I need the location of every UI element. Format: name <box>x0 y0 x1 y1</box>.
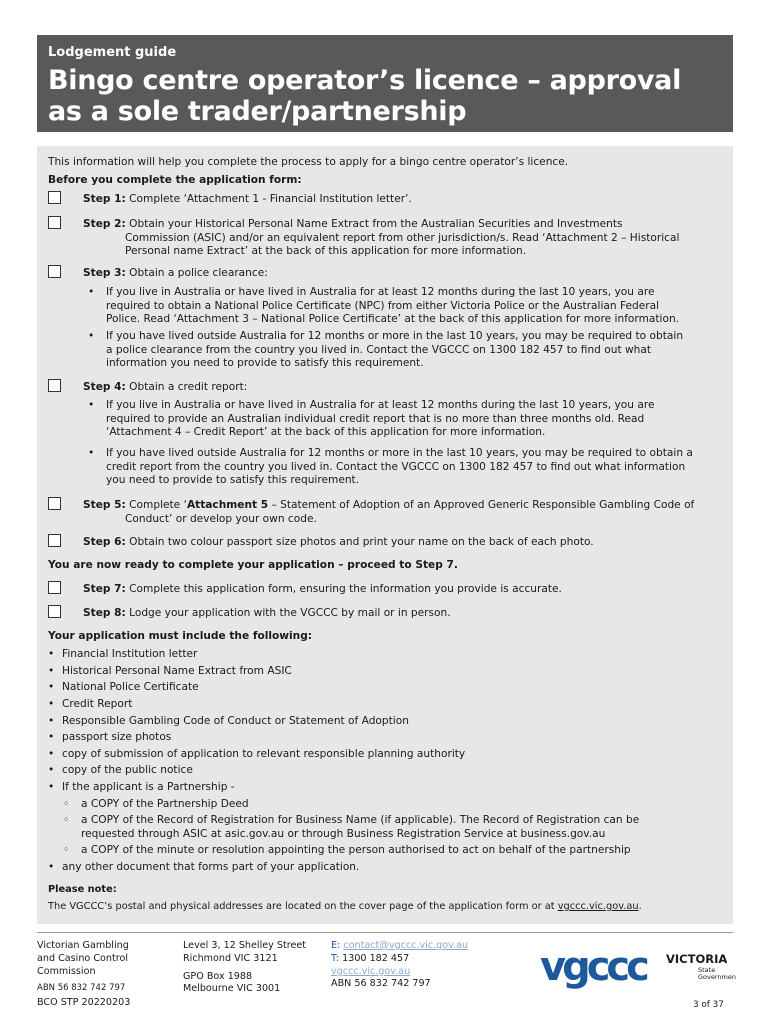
circle-bullet-icon: ◦ <box>63 798 70 810</box>
bullet-icon: • <box>48 715 55 727</box>
step-label: Step 5: <box>83 499 126 511</box>
list-item: • Credit Report <box>48 698 133 710</box>
website-link[interactable]: vgccc.vic.gov.au <box>331 965 411 977</box>
ready-heading: You are now ready to complete your application – proceed to Step 7. <box>48 559 458 571</box>
victoria-logo-icon <box>666 946 736 984</box>
note-heading: Please note: <box>48 884 117 895</box>
step-label: Step 2: <box>83 218 126 230</box>
step-4-checkbox[interactable] <box>48 379 61 392</box>
list-item: • If you live in Australia or have lived in Australia for at least 12 months during the last 10 years, you are required to provide an Australian individual credit report that is no more than three months old. Read ‘Attachment 4 – Credit Report’ at the back of this application for more information. <box>88 399 655 438</box>
step-text: Complete this application form, ensuring the information you provide is accurate. <box>129 583 562 595</box>
svg-text:Government: Government <box>698 973 736 981</box>
list-item: • any other document that forms part of your application. <box>48 861 360 873</box>
step-5: Step 5: Complete ‘Attachment 5 – Statement of Adoption of an Approved Generic Responsible Gambling Code of Conduct’ or develop your own code. <box>83 499 695 525</box>
footer-org: Victorian Gambling and Casino Control Commission ABN 56 832 742 797 <box>37 940 129 994</box>
step-label: Step 7: <box>83 583 126 595</box>
step-4 <box>83 381 247 395</box>
svg-text:State: State <box>698 966 716 974</box>
bullet-icon: • <box>48 648 55 660</box>
bullet-icon: • <box>48 665 55 677</box>
list-item: • Historical Personal Name Extract from ASIC <box>48 665 292 677</box>
bullet-icon: • <box>88 399 95 411</box>
sub-list-item: ◦ a COPY of the Partnership Deed <box>63 798 249 810</box>
sub-list-item: ◦ a COPY of the Record of Registration for Business Name (if applicable). The Record of Registration can be requested through ASIC at asic.gov.au or through Business Registration Service at business.gov.au <box>63 814 640 840</box>
step-label: Step 8: <box>83 607 126 619</box>
list-item: • Financial Institution letter <box>48 648 198 660</box>
step-1 <box>83 193 412 207</box>
title-banner <box>37 35 733 132</box>
circle-bullet-icon: ◦ <box>63 844 70 856</box>
step-8-checkbox[interactable] <box>48 605 61 618</box>
step-5-checkbox[interactable] <box>48 497 61 510</box>
circle-bullet-icon: ◦ <box>63 814 70 826</box>
bullet-icon: • <box>48 698 55 710</box>
step-7-checkbox[interactable] <box>48 581 61 594</box>
step-6-checkbox[interactable] <box>48 534 61 547</box>
victoria-state-government-logo <box>666 946 736 984</box>
vgccc-logo-icon <box>540 944 656 990</box>
bullet-icon: • <box>48 748 55 760</box>
step-2 <box>83 218 679 259</box>
sub-list-item: ◦ a COPY of the minute or resolution appointing the person authorised to act on behalf of the partnership <box>63 844 631 856</box>
must-include-heading: Your application must include the following: <box>48 630 313 642</box>
step-3 <box>83 267 268 281</box>
list-item: • If you have lived outside Australia for 12 months or more in the last 10 years, you may be required to obtain a police clearance from the country you lived in. Contact the VGCCC on 1300 182 457 to find out what information you need to provide to satisfy this requirement. <box>88 330 684 369</box>
bullet-icon: • <box>48 681 55 693</box>
list-item: • copy of the public notice <box>48 764 193 776</box>
vgccc-logo <box>540 944 656 990</box>
bullet-icon: • <box>88 330 95 342</box>
guide-label: Lodgement guide <box>48 45 177 60</box>
bullet-icon: • <box>48 764 55 776</box>
doc-code: BCO STP 20220203 <box>37 997 131 1008</box>
step-label: Step 3: <box>83 267 126 279</box>
logo-text: vgccc <box>540 944 646 990</box>
step-text: Personal name Extract’ at the back of this application for more information. <box>125 245 527 257</box>
step-text: Conduct’ or develop your own code. <box>125 512 317 525</box>
footer-address: Level 3, 12 Shelley Street Richmond VIC 3121 GPO Box 1988 Melbourne VIC 3001 <box>183 940 307 995</box>
step-text: Lodge your application with the VGCCC by mail or in person. <box>129 607 451 619</box>
step-label: Step 6: <box>83 536 126 548</box>
step-text: Obtain a police clearance: <box>129 267 268 279</box>
note-text: The VGCCC’s postal and physical addresses are located on the cover page of the application form or at vgccc.vic.gov.au. <box>48 901 642 912</box>
bullet-icon: • <box>88 447 95 459</box>
step-label: Step 1: <box>83 193 126 205</box>
bullet-icon: • <box>48 861 55 873</box>
bullet-icon: • <box>48 781 55 793</box>
step-text: Obtain a credit report: <box>129 381 248 393</box>
vgccc-website-link[interactable]: vgccc.vic.gov.au <box>557 901 639 912</box>
email-link[interactable]: contact@vgccc.vic.gov.au <box>343 940 469 951</box>
phone-number: 1300 182 457 <box>342 952 410 964</box>
step-7 <box>83 583 562 597</box>
step-3-checkbox[interactable] <box>48 265 61 278</box>
list-item: • If you have lived outside Australia for 12 months or more in the last 10 years, you may be required to obtain a credit report from the country you lived in. Contact the VGCCC on 1300 182 457 to find out what information you need to provide to satisfy this requirement. <box>88 447 693 486</box>
intro-text: This information will help you complete the process to apply for a bingo centre operator’s licence. <box>48 156 569 168</box>
footer-divider <box>37 932 733 933</box>
footer-contact: E: contact@vgccc.vic.gov.au T: 1300 182 457 vgccc.vic.gov.au ABN 56 832 742 797 <box>331 940 469 990</box>
step-2-checkbox[interactable] <box>48 216 61 229</box>
step-label: Step 4: <box>83 381 126 393</box>
before-heading: Before you complete the application form: <box>48 174 302 186</box>
svg-text:VICTORIA: VICTORIA <box>666 952 728 966</box>
content-panel <box>37 146 733 924</box>
bullet-icon: • <box>88 286 95 298</box>
page-title <box>48 65 681 127</box>
step-text: Commission (ASIC) and/or an equivalent report from other jurisdiction/s. Read ‘Attachment 2 – Historical <box>125 231 680 244</box>
step-8 <box>83 607 451 621</box>
bullet-icon: • <box>48 731 55 743</box>
page-number: 3 of 37 <box>693 1000 724 1010</box>
list-item: • copy of submission of application to relevant responsible planning authority <box>48 748 466 760</box>
list-item: • If the applicant is a Partnership - <box>48 781 235 793</box>
title-line: Bingo centre operator’s licence – approval <box>48 65 682 96</box>
attachment-5-label: Attachment 5 <box>186 499 269 511</box>
step-text: Obtain two colour passport size photos and print your name on the back of each photo. <box>129 536 594 548</box>
step-text: Obtain your Historical Personal Name Extract from the Australian Securities and Investments <box>129 218 623 230</box>
list-item: • Responsible Gambling Code of Conduct or Statement of Adoption <box>48 715 409 727</box>
step-6 <box>83 536 594 550</box>
step-text: Complete ‘Attachment 1 - Financial Institution letter’. <box>129 193 412 205</box>
title-line: as a sole trader/partnership <box>48 96 467 127</box>
list-item: • National Police Certificate <box>48 681 199 693</box>
list-item: • passport size photos <box>48 731 172 743</box>
list-item: • If you live in Australia or have lived in Australia for at least 12 months during the last 10 years, you are required to obtain a National Police Certificate (NPC) from either Victoria Police or the Australian Federal Police. Read ‘Attachment 3 – National Police Certificate’ at the back of this application for more information. <box>88 286 680 325</box>
step-1-checkbox[interactable] <box>48 191 61 204</box>
